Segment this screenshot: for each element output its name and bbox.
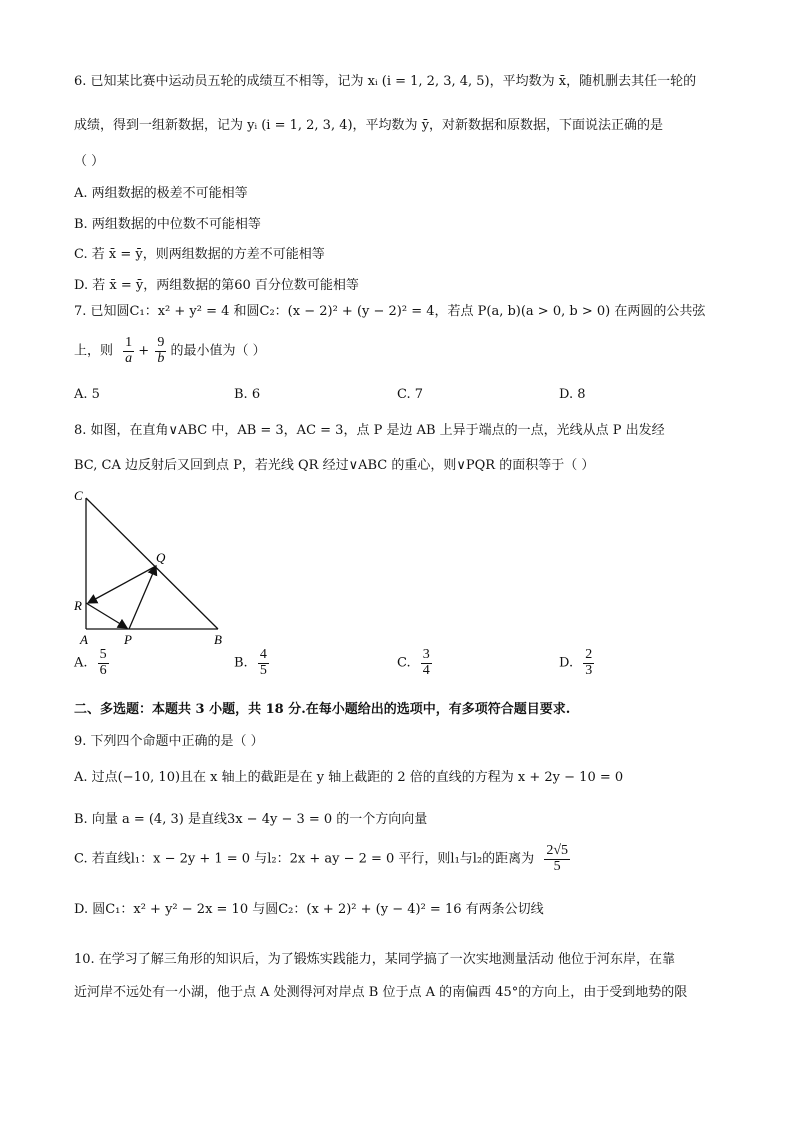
- q8-option-c-den: 4: [422, 662, 430, 678]
- q7-stem-prefix: 上，则: [74, 343, 114, 359]
- q8-option-b: [234, 648, 269, 678]
- q7-stem-suffix: 的最小值为（ ）: [170, 343, 266, 359]
- q8-option-d: [559, 648, 594, 678]
- q8-option-a-fraction: [98, 648, 109, 678]
- q9-option-c-num: 2√5: [546, 843, 568, 858]
- q9-option-b: B. 向量 a = (4, 3) 是直线3x − 4y − 3 = 0 的一个方向向量: [74, 812, 428, 827]
- q7-frac1-numerator: 1: [125, 335, 133, 350]
- q7-option-c: C. 7: [397, 387, 424, 402]
- ray-r-to-p: [86, 603, 127, 628]
- q7-frac1-denominator: a: [125, 350, 133, 366]
- q7-plus-sign: +: [138, 343, 150, 359]
- label-q: Q: [156, 550, 166, 565]
- q10-stem-line1: 10. 在学习了解三角形的知识后，为了锻炼实践能力，某同学搞了一次实地测量活动 他位于河东岸，在靠: [74, 952, 675, 967]
- q6-answer-bracket: （ ）: [74, 154, 105, 169]
- q9-option-c: [74, 844, 570, 874]
- q6-option-a: A. 两组数据的极差不可能相等: [74, 186, 248, 201]
- q9-option-a: A. 过点(−10, 10)且在 x 轴上的截距是在 y 轴上截距的 2 倍的直线的方程为 x + 2y − 10 = 0: [74, 770, 624, 785]
- section-heading-multi-choice: 二、多选题：本题共 3 小题，共 18 分.在每小题给出的选项中，有多项符合题目要求.: [74, 702, 571, 717]
- q8-option-c: [397, 648, 432, 678]
- label-r: R: [74, 598, 82, 613]
- q7-option-b: B. 6: [234, 387, 261, 402]
- q7-stem-line1: 7. 已知圆C₁：x² + y² = 4 和圆C₂：(x − 2)² + (y − 2)² = 4，若点 P(a, b)(a > 0, b > 0) 在两圆的公共弦: [74, 304, 706, 319]
- q6-option-d: D. 若 x̄ = ȳ，两组数据的第60 百分位数可能相等: [74, 278, 359, 293]
- q8-option-d-label: D.: [559, 655, 574, 671]
- q8-option-d-den: 3: [585, 662, 593, 678]
- label-b: B: [214, 632, 222, 647]
- q8-triangle-figure: [70, 488, 240, 648]
- q6-option-b: B. 两组数据的中位数不可能相等: [74, 217, 261, 232]
- q8-option-a-den: 6: [99, 662, 107, 678]
- q8-stem-line2: BC, CA 边反射后又回到点 P，若光线 QR 经过∨ABC 的重心，则∨PQR 的面积等于（ ）: [74, 458, 595, 473]
- q9-option-d: D. 圆C₁：x² + y² − 2x = 10 与圆C₂：(x + 2)² + (y − 4)² = 16 有两条公切线: [74, 902, 544, 917]
- label-c: C: [74, 488, 83, 503]
- ray-p-to-q: [129, 566, 156, 629]
- q8-stem-line1: 8. 如图，在直角∨ABC 中，AB = 3，AC = 3，点 P 是边 AB 上异于端点的一点，光线从点 P 出发经: [74, 423, 665, 438]
- q8-option-b-num: 4: [259, 647, 267, 662]
- q7-frac2-numerator: 9: [157, 335, 165, 350]
- q7-option-a: A. 5: [74, 387, 100, 402]
- q8-option-a-num: 5: [99, 647, 107, 662]
- label-p: P: [124, 632, 132, 647]
- ray-q-to-r: [88, 566, 156, 603]
- label-a: A: [80, 632, 88, 647]
- q8-option-d-num: 2: [585, 647, 593, 662]
- q6-stem-line2: 成绩，得到一组新数据，记为 yᵢ (i = 1, 2, 3, 4)，平均数为 ȳ，对新数据和原数据，下面说法正确的是: [74, 118, 664, 133]
- q8-option-a: [74, 648, 109, 678]
- q7-fraction-9-over-b: [155, 336, 166, 366]
- segment-cb: [86, 498, 218, 629]
- q9-option-c-fraction: [544, 844, 570, 874]
- q7-option-d: D. 8: [559, 387, 586, 402]
- q8-option-c-label: C.: [397, 655, 411, 671]
- q6-option-c: C. 若 x̄ = ȳ，则两组数据的方差不可能相等: [74, 247, 325, 262]
- q8-option-b-fraction: [258, 648, 269, 678]
- q6-stem-line1: 6. 已知某比赛中运动员五轮的成绩互不相等，记为 xᵢ (i = 1, 2, 3, 4, 5)，平均数为 x̄，随机删去其任一轮的: [74, 74, 697, 89]
- q7-frac2-denominator: b: [157, 350, 165, 366]
- q7-fraction-1-over-a: [123, 336, 134, 366]
- q8-option-b-label: B.: [234, 655, 248, 671]
- q9-stem: 9. 下列四个命题中正确的是（ ）: [74, 734, 264, 749]
- q8-option-c-fraction: [421, 648, 432, 678]
- q9-option-c-text: C. 若直线l₁：x − 2y + 1 = 0 与l₂：2x + ay − 2 = 0 平行，则l₁与l₂的距离为: [74, 851, 535, 867]
- q10-stem-line2: 近河岸不远处有一小湖，他于点 A 处测得河对岸点 B 位于点 A 的南偏西 45°的方向上，由于受到地势的限: [74, 985, 688, 1000]
- q9-option-c-den: 5: [553, 858, 561, 874]
- q7-stem-line2: [74, 336, 266, 366]
- q8-option-c-num: 3: [422, 647, 430, 662]
- q8-option-b-den: 5: [259, 662, 267, 678]
- q8-option-d-fraction: [583, 648, 594, 678]
- q8-options: [74, 648, 734, 688]
- q8-option-a-label: A.: [74, 655, 88, 671]
